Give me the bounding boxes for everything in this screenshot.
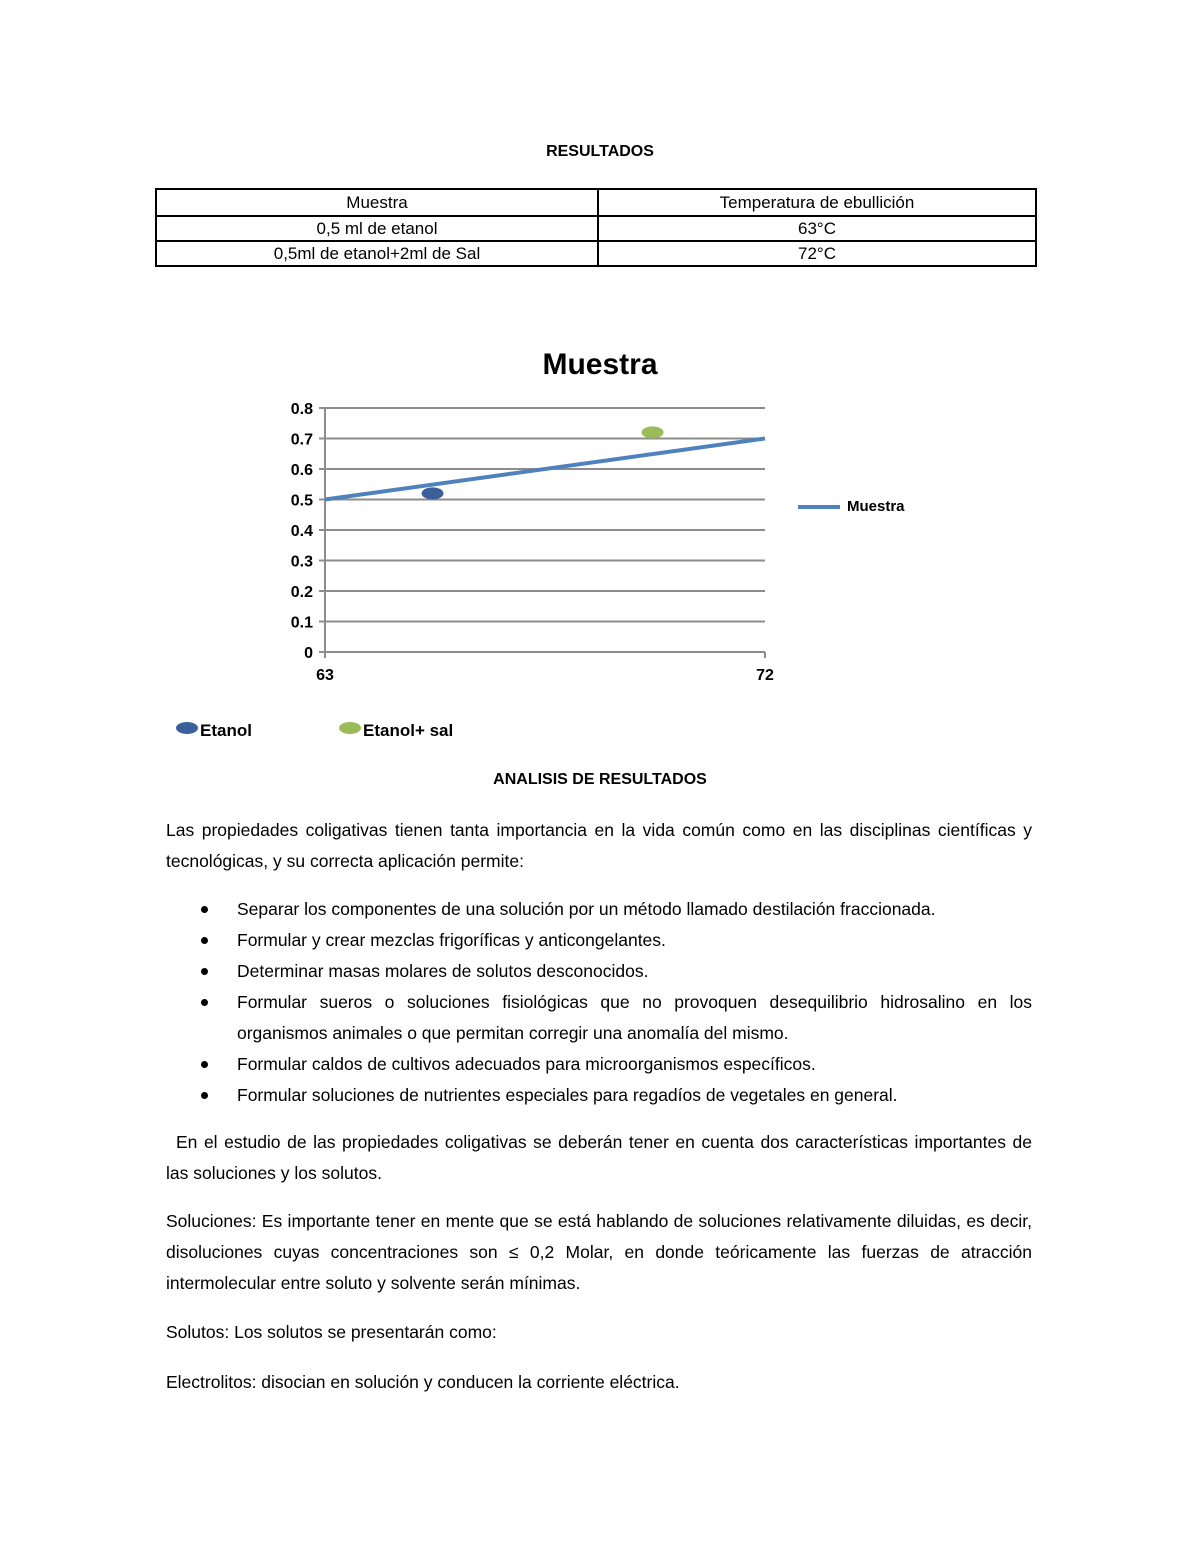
bullet-list [166,894,1032,1111]
chart [200,330,950,750]
y-tick-label: 0.8 [290,401,313,418]
legend-marker-swatch [176,722,198,734]
list-item [166,1049,1032,1080]
y-tick-label: 0.4 [290,523,313,540]
table-header-row [156,189,1036,216]
table-cell: 0,5ml de etanol+2ml de Sal [156,241,598,266]
bullet-icon [201,937,208,944]
bullet-icon [201,999,208,1006]
y-tick-label: 0.2 [290,584,313,601]
x-tick-label: 72 [756,667,774,684]
y-tick-label: 0.5 [290,492,313,510]
list-item-text: Separar los componentes de una solución por un método llamado destilación fraccionada. [237,899,936,919]
table-cell: 0,5 ml de etanol [156,216,598,241]
table-header-cell: Temperatura de ebullición [598,189,1036,216]
results-heading: RESULTADOS [546,143,654,160]
analysis-heading: ANALISIS DE RESULTADOS [493,771,707,788]
chart-x-ticks [316,667,774,684]
bullet-icon [201,968,208,975]
list-item [166,925,1032,956]
legend-label: Muestra [847,498,905,515]
list-item-text: Formular caldos de cultivos adecuados para microorganismos específicos. [237,1054,816,1074]
data-point [642,426,664,438]
table-header-cell: Muestra [156,189,598,216]
table-cell: 63°C [598,216,1036,241]
legend-label: Etanol+ sal [363,721,454,740]
list-item-text: Formular soluciones de nutrientes especiales para regadíos de vegetales en general. [237,1085,898,1105]
list-item-text: Determinar masas molares de solutos desconocidos. [237,961,649,981]
y-tick-label: 0 [304,645,313,662]
table-row [156,216,1036,241]
legend-marker-swatch [339,722,361,734]
legend-label: Etanol [200,721,252,740]
solutes-paragraph: Solutos: Los solutos se presentarán como: [166,1322,497,1342]
table-row [156,241,1036,266]
electrolytes-paragraph: Electrolitos: disocian en solución y conducen la corriente eléctrica. [166,1372,680,1392]
solutions-paragraph: Soluciones: Es importante tener en mente que se está hablando de soluciones relativamente diluidas, es decir, disoluciones cuyas concentraciones son ≤ 0,2 Molar, en donde teóricamente las fuerzas de atracción intermolecular entre soluto y solvente serán mínimas. [166,1211,1032,1293]
x-tick-label: 63 [316,667,334,684]
bullet-icon [201,906,208,913]
data-point [422,487,444,499]
bullet-icon [201,1061,208,1068]
y-tick-label: 0.3 [290,553,313,571]
chart-legend-right [798,498,905,515]
chart-y-ticks [291,401,313,662]
chart-legend-bottom [176,721,453,740]
chart-gridlines [319,408,765,658]
list-item [166,956,1032,987]
y-tick-label: 0.6 [290,462,313,479]
study-paragraph: En el estudio de las propiedades coligativas se deberán tener en cuenta dos características importantes de las soluciones y los solutos. [166,1132,1032,1183]
table-cell: 72°C [598,241,1036,266]
intro-paragraph: Las propiedades coligativas tienen tanta importancia en la vida común como en las disciplinas científicas y tecnológicas, y su correcta aplicación permite: [166,820,1032,871]
y-tick-label: 0.1 [290,614,313,632]
bullet-icon [201,1092,208,1099]
list-item [166,894,1032,925]
list-item-text: Formular sueros o soluciones fisiológicas que no provoquen desequilibrio hidrosalino en los organismos animales o que permitan corregir una anomalía del mismo. [237,992,1032,1043]
y-tick-label: 0.7 [290,431,313,449]
results-table [155,188,1037,267]
list-item-text: Formular y crear mezclas frigoríficas y anticongelantes. [237,930,666,950]
list-item [166,987,1032,1049]
chart-series [325,426,765,499]
chart-title: Muestra [542,348,658,381]
list-item [166,1080,1032,1111]
